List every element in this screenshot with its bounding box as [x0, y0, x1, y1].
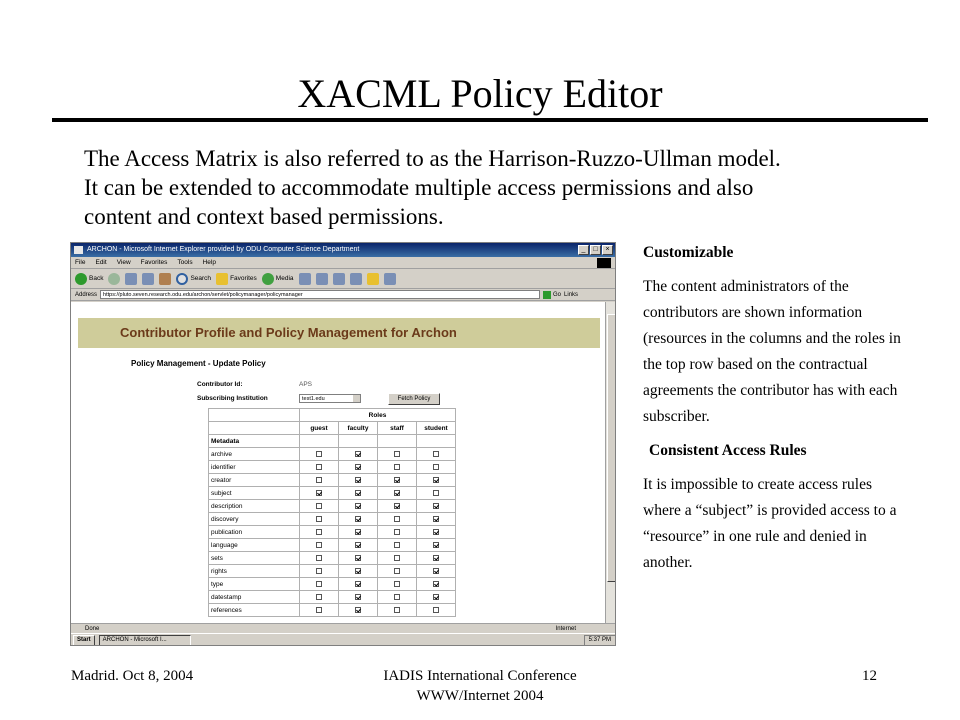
permission-cell: [300, 461, 339, 474]
browser-menubar: [71, 257, 615, 269]
metadata-field-label: type: [209, 578, 300, 591]
permission-checkbox[interactable]: [316, 503, 322, 509]
home-icon[interactable]: [159, 273, 171, 285]
permission-checkbox[interactable]: [394, 503, 400, 509]
page-number: 12: [862, 668, 877, 684]
permission-cell: [378, 448, 417, 461]
matrix-blank-cell: [300, 435, 339, 448]
permission-cell: [339, 565, 378, 578]
permission-cell: [339, 578, 378, 591]
permission-cell: [300, 487, 339, 500]
permission-cell: [378, 578, 417, 591]
messenger-icon[interactable]: [384, 273, 396, 285]
table-row: [209, 461, 456, 474]
page-banner: Contributor Profile and Policy Management for Archon: [78, 318, 600, 348]
permission-cell: [378, 539, 417, 552]
browser-titlebar: [71, 243, 615, 257]
permission-cell: [300, 565, 339, 578]
permission-cell: [417, 552, 456, 565]
permission-cell: [300, 474, 339, 487]
permission-checkbox[interactable]: [316, 607, 322, 613]
forward-arrow-icon[interactable]: [108, 273, 120, 285]
table-row: [209, 604, 456, 617]
permission-cell: [417, 604, 456, 617]
scroll-thumb[interactable]: [607, 314, 616, 582]
permission-checkbox[interactable]: [355, 568, 361, 574]
metadata-field-label: archive: [209, 448, 300, 461]
institution-select-value: test1.edu: [299, 394, 361, 403]
menu-file[interactable]: File: [75, 259, 86, 266]
permission-checkbox[interactable]: [394, 516, 400, 522]
media-label: Media: [275, 275, 294, 282]
permission-cell: [378, 500, 417, 513]
policy-heading: Policy Management - Update Policy: [131, 359, 266, 368]
metadata-field-label: language: [209, 539, 300, 552]
permission-cell: [417, 474, 456, 487]
menu-view[interactable]: View: [116, 259, 131, 266]
metadata-field-label: discovery: [209, 513, 300, 526]
permission-cell: [339, 487, 378, 500]
permission-checkbox[interactable]: [394, 607, 400, 613]
permission-checkbox[interactable]: [355, 594, 361, 600]
permission-checkbox[interactable]: [433, 464, 439, 470]
permission-cell: [417, 448, 456, 461]
back-label: Back: [89, 275, 104, 282]
contributor-label: Contributor Id:: [197, 381, 243, 388]
roles-header: Roles: [300, 409, 456, 422]
taskbar-item-archon[interactable]: ARCHON - Microsoft I...: [99, 635, 191, 646]
matrix-blank-cell: [209, 422, 300, 435]
consistency-heading: Consistent Access Rules: [649, 442, 807, 459]
menu-tools[interactable]: Tools: [177, 259, 193, 266]
permission-checkbox[interactable]: [355, 503, 361, 509]
permission-checkbox[interactable]: [394, 529, 400, 535]
search-icon: [176, 273, 188, 285]
permission-checkbox[interactable]: [394, 490, 400, 496]
intro-line: content and context based permissions.: [84, 204, 444, 229]
table-row: [209, 513, 456, 526]
search-label: Search: [190, 275, 212, 282]
status-bar: [71, 623, 616, 633]
favorites-button[interactable]: [216, 273, 257, 285]
permission-checkbox[interactable]: [433, 542, 439, 548]
permission-cell: [300, 539, 339, 552]
minimize-icon[interactable]: _: [578, 245, 589, 255]
permission-cell: [339, 461, 378, 474]
permission-cell: [339, 552, 378, 565]
permission-cell: [378, 487, 417, 500]
table-row: [209, 474, 456, 487]
folder-icon[interactable]: [367, 273, 379, 285]
customizable-text: The content administrators of the contributors are shown information (resources in the columns and the roles in the top row based on the contractual agreements the contributor has with each subscriber.: [643, 278, 901, 425]
permission-cell: [339, 526, 378, 539]
start-button[interactable]: Start: [73, 635, 95, 646]
permission-checkbox[interactable]: [355, 607, 361, 613]
matrix-roles-row: [209, 409, 456, 422]
close-icon[interactable]: ×: [602, 245, 613, 255]
metadata-field-label: rights: [209, 565, 300, 578]
permission-cell: [300, 604, 339, 617]
permission-cell: [417, 526, 456, 539]
browser-toolbar: [71, 269, 615, 289]
slide-title: XACML Policy Editor: [297, 71, 663, 116]
permission-cell: [300, 448, 339, 461]
print-icon[interactable]: [333, 273, 345, 285]
address-label: Address: [75, 291, 98, 298]
matrix-corner-cell: [209, 409, 300, 422]
permission-cell: [378, 526, 417, 539]
permission-checkbox[interactable]: [433, 529, 439, 535]
role-column-header: staff: [378, 422, 417, 435]
permission-checkbox[interactable]: [316, 490, 322, 496]
permission-cell: [300, 552, 339, 565]
menu-edit[interactable]: Edit: [95, 259, 107, 266]
permission-cell: [417, 539, 456, 552]
permission-checkbox[interactable]: [433, 555, 439, 561]
matrix-role-names-row: [209, 422, 456, 435]
permission-checkbox[interactable]: [316, 516, 322, 522]
permission-checkbox[interactable]: [394, 542, 400, 548]
matrix-blank-cell: [378, 435, 417, 448]
go-label: Go: [553, 291, 562, 298]
permission-checkbox[interactable]: [394, 594, 400, 600]
permission-checkbox[interactable]: [433, 581, 439, 587]
title-divider: [52, 118, 928, 122]
stop-icon[interactable]: [125, 273, 137, 285]
table-row: [209, 526, 456, 539]
permission-checkbox[interactable]: [316, 464, 322, 470]
permission-checkbox[interactable]: [394, 555, 400, 561]
intro-paragraph: [84, 144, 914, 231]
matrix-blank-cell: [339, 435, 378, 448]
back-button[interactable]: [75, 273, 103, 285]
menu-favorites[interactable]: Favorites: [140, 259, 168, 266]
permission-cell: [417, 578, 456, 591]
favorites-icon: [216, 273, 228, 285]
address-input[interactable]: https://pluto.seven.research.odu.edu/archon/servlet/policymanager/policymanager: [100, 290, 540, 299]
table-row: [209, 448, 456, 461]
permission-checkbox[interactable]: [316, 477, 322, 483]
role-column-header: faculty: [339, 422, 378, 435]
permission-cell: [417, 487, 456, 500]
permission-cell: [300, 526, 339, 539]
permission-cell: [339, 513, 378, 526]
permission-cell: [417, 591, 456, 604]
permission-checkbox[interactable]: [355, 464, 361, 470]
permission-cell: [339, 474, 378, 487]
favorites-label: Favorites: [230, 275, 257, 282]
permission-cell: [339, 448, 378, 461]
web-page: [71, 302, 605, 623]
footer-date: Madrid. Oct 8, 2004: [71, 668, 194, 684]
search-button[interactable]: [176, 273, 211, 285]
go-button[interactable]: [543, 291, 561, 299]
status-text: Done: [85, 626, 100, 632]
address-bar: [71, 289, 615, 301]
contributor-value: APS: [299, 381, 313, 388]
side-notes: [643, 240, 905, 584]
footer-conference-line1: IADIS International Conference: [383, 668, 577, 684]
permission-cell: [417, 513, 456, 526]
media-button[interactable]: [262, 273, 294, 285]
permission-checkbox[interactable]: [355, 477, 361, 483]
permission-cell: [378, 474, 417, 487]
vertical-scrollbar[interactable]: [605, 302, 616, 623]
status-zone: Internet: [555, 626, 576, 632]
permission-cell: [417, 461, 456, 474]
permission-checkbox[interactable]: [394, 568, 400, 574]
permission-cell: [300, 578, 339, 591]
permission-checkbox[interactable]: [433, 594, 439, 600]
permission-cell: [300, 500, 339, 513]
permission-cell: [339, 500, 378, 513]
metadata-field-label: sets: [209, 552, 300, 565]
permission-cell: [378, 513, 417, 526]
permission-checkbox[interactable]: [394, 464, 400, 470]
permission-checkbox[interactable]: [394, 581, 400, 587]
matrix-blank-cell: [417, 435, 456, 448]
permission-checkbox[interactable]: [355, 581, 361, 587]
metadata-field-label: description: [209, 500, 300, 513]
permission-checkbox[interactable]: [355, 451, 361, 457]
customizable-heading: Customizable: [643, 244, 734, 261]
permission-checkbox[interactable]: [433, 451, 439, 457]
table-row: [209, 578, 456, 591]
permission-checkbox[interactable]: [355, 542, 361, 548]
permission-cell: [378, 604, 417, 617]
permission-checkbox[interactable]: [433, 568, 439, 574]
browser-title: ARCHON - Microsoft Internet Explorer provided by ODU Computer Science Department: [87, 246, 360, 253]
permission-cell: [417, 500, 456, 513]
institution-select[interactable]: [299, 394, 361, 403]
table-row: [209, 500, 456, 513]
permission-checkbox[interactable]: [355, 490, 361, 496]
table-row: [209, 552, 456, 565]
permission-cell: [300, 513, 339, 526]
windows-logo-icon: [597, 258, 611, 268]
links-button[interactable]: Links: [564, 291, 579, 298]
permission-cell: [378, 565, 417, 578]
institution-label: Subscribing Institution: [197, 395, 268, 402]
permission-checkbox[interactable]: [316, 581, 322, 587]
media-icon: [262, 273, 274, 285]
permission-checkbox[interactable]: [433, 477, 439, 483]
permission-checkbox[interactable]: [316, 568, 322, 574]
permission-checkbox[interactable]: [433, 516, 439, 522]
table-row: [209, 565, 456, 578]
permission-checkbox[interactable]: [355, 555, 361, 561]
metadata-field-label: publication: [209, 526, 300, 539]
intro-line: The Access Matrix is also referred to as the Harrison-Ruzzo-Ullman model.: [84, 146, 781, 171]
metadata-field-label: creator: [209, 474, 300, 487]
refresh-icon[interactable]: [142, 273, 154, 285]
permission-cell: [339, 539, 378, 552]
footer-conference: [300, 666, 660, 706]
fetch-policy-button[interactable]: Fetch Policy: [388, 393, 440, 405]
access-matrix: [208, 408, 456, 617]
metadata-field-label: identifier: [209, 461, 300, 474]
ie-icon: [74, 246, 83, 254]
permission-checkbox[interactable]: [316, 529, 322, 535]
permission-checkbox[interactable]: [316, 594, 322, 600]
consistency-text: It is impossible to create access rules where a “subject” is provided access to a “resource” in one rule and denied in another.: [643, 476, 897, 571]
permission-checkbox[interactable]: [394, 451, 400, 457]
word-icon[interactable]: [350, 273, 362, 285]
permission-checkbox[interactable]: [355, 516, 361, 522]
window-controls: [578, 245, 613, 255]
permission-checkbox[interactable]: [316, 451, 322, 457]
intro-line: It can be extended to accommodate multiple access permissions and also: [84, 175, 754, 200]
taskbar: [71, 633, 616, 646]
back-arrow-icon: [75, 273, 87, 285]
metadata-field-label: datestamp: [209, 591, 300, 604]
footer-conference-line2: WWW/Internet 2004: [416, 688, 544, 704]
metadata-field-label: subject: [209, 487, 300, 500]
browser-screenshot: [70, 242, 616, 646]
metadata-header: Metadata: [209, 435, 300, 448]
permission-checkbox[interactable]: [433, 503, 439, 509]
permission-checkbox[interactable]: [433, 607, 439, 613]
table-row: [209, 487, 456, 500]
history-icon[interactable]: [299, 273, 311, 285]
permission-checkbox[interactable]: [316, 555, 322, 561]
permission-checkbox[interactable]: [433, 490, 439, 496]
role-column-header: guest: [300, 422, 339, 435]
permission-cell: [339, 591, 378, 604]
role-column-header: student: [417, 422, 456, 435]
maximize-icon[interactable]: □: [590, 245, 601, 255]
metadata-field-label: references: [209, 604, 300, 617]
permission-cell: [378, 461, 417, 474]
permission-cell: [339, 604, 378, 617]
matrix-metadata-row: [209, 435, 456, 448]
permission-cell: [300, 591, 339, 604]
table-row: [209, 539, 456, 552]
mail-icon[interactable]: [316, 273, 328, 285]
permission-checkbox[interactable]: [355, 529, 361, 535]
table-row: [209, 591, 456, 604]
menu-help[interactable]: Help: [202, 259, 216, 266]
permission-checkbox[interactable]: [394, 477, 400, 483]
permission-cell: [417, 565, 456, 578]
permission-checkbox[interactable]: [316, 542, 322, 548]
permission-cell: [378, 552, 417, 565]
permission-cell: [378, 591, 417, 604]
system-clock: 5:37 PM: [584, 635, 616, 646]
